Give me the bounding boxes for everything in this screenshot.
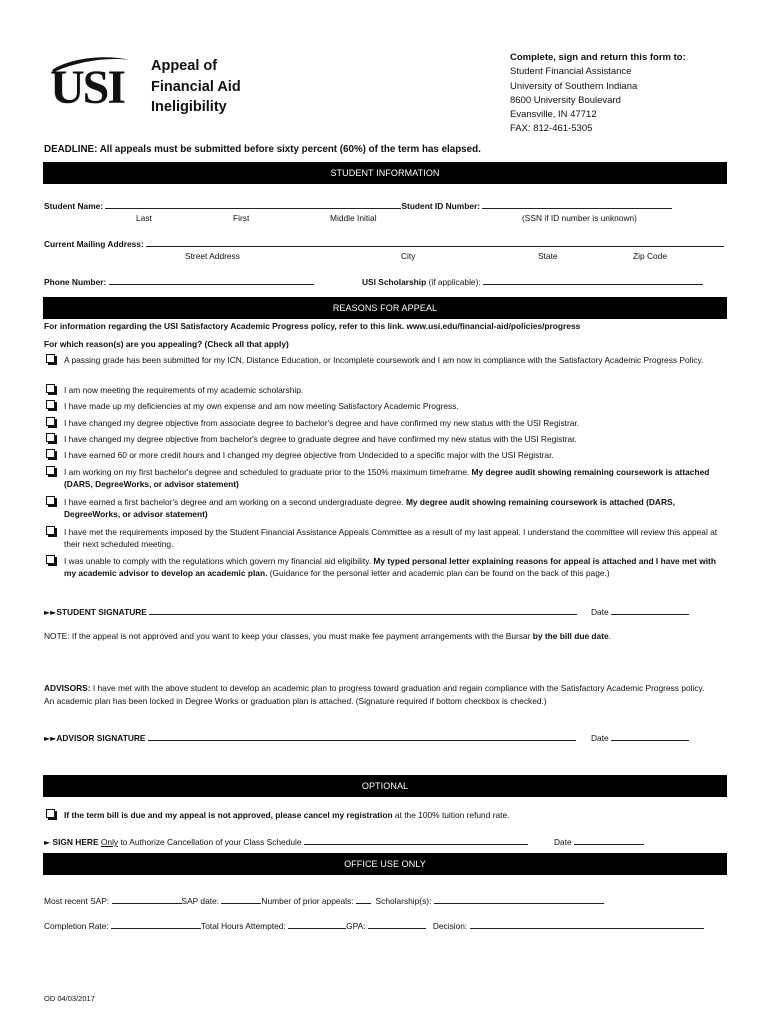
sign-here-row (44, 836, 528, 847)
office-row-2: Completion Rate: Total Hours Attempted: GPA: Decision: (44, 920, 704, 931)
reason-checkbox[interactable] (46, 433, 55, 442)
return-line: University of Southern Indiana (510, 80, 638, 92)
student-signature-label: STUDENT SIGNATURE (56, 607, 147, 617)
cancel-signature-field[interactable] (304, 836, 528, 845)
advisors-statement: ADVISORS: I have met with the above student to develop an academic plan to progress toward graduation and regain compliance with the Satisfactory Academic Progress policy. An academic plan has been locked in Degree Works or graduation plan is attached. (Signature required if bottom checkbox is checked.) (44, 683, 705, 706)
advisor-date-label: Date (591, 733, 609, 743)
gpa-field[interactable] (368, 920, 426, 929)
return-line: 8600 University Boulevard (510, 94, 621, 106)
deadline-notice: DEADLINE: All appeals must be submitted before sixty percent (60%) of the term has elapsed. (44, 144, 481, 155)
scholarship-note: (if applicable): (428, 277, 481, 287)
advisor-date-row (591, 732, 689, 743)
reason-item: I have changed my degree objective from associate degree to bachelor's degree and have confirmed my new status with the USI Registrar. (46, 417, 726, 429)
reason-checkbox[interactable] (46, 449, 55, 458)
return-address (510, 51, 686, 137)
reason-item: I am working on my first bachelor's degree and scheduled to graduate prior to the 150% maximum timeframe. My degree audit showing remaining coursework is attached (DARS, DegreeWorks, or advisor statement) (46, 466, 726, 490)
reason-checkbox[interactable] (46, 496, 55, 505)
reason-item: I am now meeting the requirements of my academic scholarship. (46, 384, 726, 396)
advisor-signature-field[interactable] (148, 732, 576, 741)
bursar-note: NOTE: If the appeal is not approved and you want to keep your classes, you must make fee payment arrangements with the Bursar by the bill due date. (44, 631, 611, 641)
student-name-field[interactable] (105, 200, 401, 209)
return-line: Student Financial Assistance (510, 66, 632, 78)
office-row-1: Most recent SAP: SAP date: Number of prior appeals: Scholarship(s): (44, 895, 604, 906)
student-date-row (591, 606, 689, 617)
address-row (44, 238, 724, 249)
reason-item: I was unable to comply with the regulations which govern my financial aid eligibility. My typed personal letter explaining reasons for appeal is attached and I have met with my academic advisor to develop an academic plan. (Guidance for the personal letter and academic plan can be found on the back of this page.) (46, 555, 726, 579)
student-date-field[interactable] (611, 606, 689, 615)
reason-checkbox[interactable] (46, 417, 55, 426)
arrow-icon: ►► (44, 734, 57, 743)
reason-item: I have earned a first bachelor's degree and am working on a second undergraduate degree. My degree audit showing remaining coursework is attached (DARS, DegreeWorks, or advisor statement) (46, 496, 726, 520)
student-name-row (44, 200, 672, 211)
which-reasons: For which reason(s) are you appealing? (Check all that apply) (44, 339, 289, 349)
student-date-label: Date (591, 607, 609, 617)
only-label: Only (100, 837, 119, 847)
form-title (151, 56, 241, 118)
street-caption: Street Address (185, 251, 240, 261)
sign-here-label: SIGN HERE (52, 837, 99, 847)
section-header-office: OFFICE USE ONLY (43, 853, 727, 875)
scholarship-label: USI Scholarship (362, 277, 427, 287)
reason-item: A passing grade has been submitted for my ICN, Distance Education, or Incomplete coursework and I am now in compliance with the Satisfactory Academic Progress Policy. (46, 354, 726, 366)
form-code: OD 04/03/2017 (44, 994, 95, 1003)
prior-appeals-field[interactable] (356, 895, 371, 904)
section-header-student-info: STUDENT INFORMATION (43, 162, 727, 184)
arrow-icon: ► (44, 838, 51, 847)
return-line: Evansville, IN 47712 (510, 109, 597, 121)
reason-checkbox[interactable] (46, 555, 55, 564)
student-signature-field[interactable] (149, 606, 577, 615)
completion-rate-field[interactable] (111, 920, 201, 929)
phone-label: Phone Number: (44, 277, 107, 287)
policy-info: For information regarding the USI Satisfactory Academic Progress policy, refer to this link. www.usi.edu/financial-aid/policies/progress (44, 321, 581, 331)
student-id-label: Student ID Number: (401, 201, 481, 211)
state-caption: State (538, 251, 558, 261)
student-signature-row (44, 606, 577, 617)
cancel-date-row (554, 836, 644, 847)
reason-checkbox[interactable] (46, 400, 55, 409)
reason-item: I have earned 60 or more credit hours and I changed my degree objective from Undecided to a specific major with the USI Registrar. (46, 449, 726, 461)
name-last-caption: Last (136, 213, 152, 223)
section-header-reasons: REASONS FOR APPEAL (43, 297, 727, 319)
title-line-3: Ineligibility (151, 99, 227, 115)
student-name-label: Student Name: (44, 201, 104, 211)
section-header-optional: OPTIONAL (43, 775, 727, 797)
cancel-date-field[interactable] (574, 836, 644, 845)
ssn-caption: (SSN if ID number is unknown) (522, 213, 637, 223)
reason-item: I have changed my degree objective from bachelor's degree to graduate degree and have confirmed my new status with the USI Registrar. (46, 433, 726, 445)
title-line-1: Appeal of (151, 58, 218, 74)
sap-date-field[interactable] (221, 895, 261, 904)
advisor-signature-row (44, 732, 576, 743)
cancel-registration-item: If the term bill is due and my appeal is not approved, please cancel my registration at the 100% tuition refund rate. (46, 809, 726, 821)
reason-checkbox[interactable] (46, 384, 55, 393)
cancel-date-label: Date (554, 837, 572, 847)
return-heading: Complete, sign and return this form to: (510, 52, 686, 63)
reason-item: I have made up my deficiencies at my own expense and am now meeting Satisfactory Academic Progress. (46, 400, 726, 412)
city-caption: City (401, 251, 416, 261)
scholarship-row (362, 276, 703, 287)
advisor-date-field[interactable] (611, 732, 689, 741)
address-field[interactable] (146, 238, 724, 247)
zip-caption: Zip Code (633, 251, 667, 261)
scholarships-field[interactable] (434, 895, 604, 904)
student-id-field[interactable] (482, 200, 672, 209)
arrow-icon: ►► (44, 608, 57, 617)
reason-checkbox[interactable] (46, 526, 55, 535)
decision-field[interactable] (470, 920, 704, 929)
address-label: Current Mailing Address: (44, 239, 144, 249)
usi-logo (50, 54, 134, 116)
reason-checkbox[interactable] (46, 354, 55, 363)
reason-item: I have met the requirements imposed by the Student Financial Assistance Appeals Committee as a result of my last appeal. I understand the committee will review this appeal at their next scheduled meeting. (46, 526, 726, 550)
title-line-2: Financial Aid (151, 78, 241, 95)
cancel-registration-checkbox[interactable] (46, 809, 55, 818)
authorize-text: to Authorize Cancellation of your Class Schedule (118, 837, 302, 847)
usi-logo-text: USI (50, 61, 125, 114)
phone-row (44, 276, 314, 287)
name-middle-caption: Middle Initial (330, 213, 377, 223)
name-first-caption: First (233, 213, 250, 223)
total-hours-field[interactable] (288, 920, 346, 929)
advisor-signature-label: ADVISOR SIGNATURE (56, 733, 146, 743)
phone-field[interactable] (109, 276, 314, 285)
recent-sap-field[interactable] (112, 895, 182, 904)
reason-checkbox[interactable] (46, 466, 55, 475)
return-line: FAX: 812-461-5305 (510, 123, 593, 135)
scholarship-field[interactable] (483, 276, 703, 285)
